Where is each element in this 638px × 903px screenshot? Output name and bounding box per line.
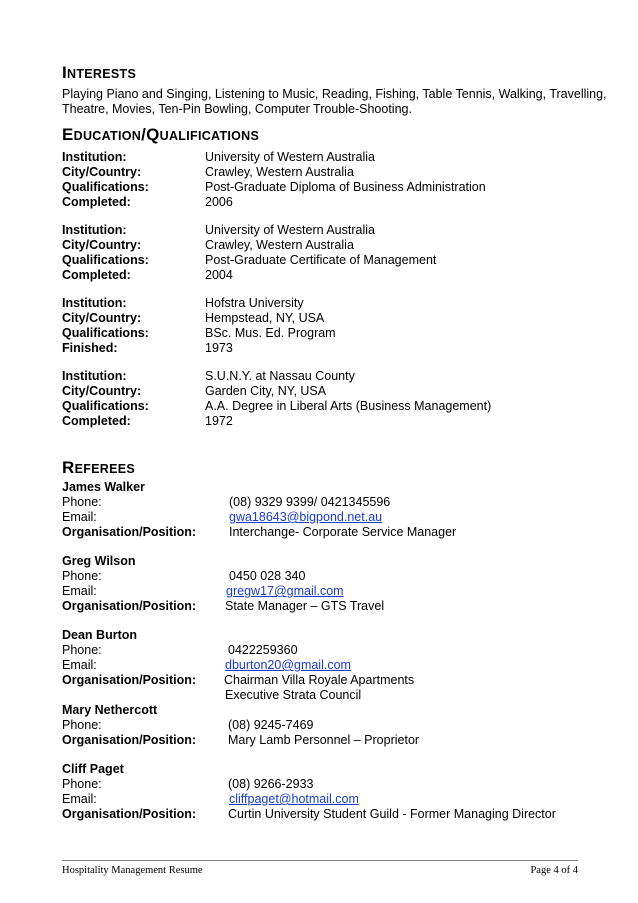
- referee-email-label: Email:: [62, 584, 97, 598]
- referee-name: Cliff Paget: [62, 762, 124, 776]
- referee-org-label: Organisation/Position:: [62, 525, 197, 539]
- referees-heading: [62, 458, 135, 478]
- referee-org-label: Organisation/Position:: [62, 733, 197, 747]
- edu-label: Qualifications:: [62, 326, 149, 340]
- edu-value: 1973: [205, 341, 233, 355]
- referee-org: Curtin University Student Guild - Former Managing Director: [228, 807, 556, 821]
- edu-value: Garden City, NY, USA: [205, 384, 327, 398]
- referee-org-label: Organisation/Position:: [62, 673, 197, 687]
- edu-value: University of Western Australia: [205, 150, 375, 164]
- edu-value: BSc. Mus. Ed. Program: [205, 326, 336, 340]
- edu-value: 1972: [205, 414, 233, 428]
- education-heading-part: DUCATION: [73, 129, 142, 143]
- edu-label: Completed:: [62, 414, 131, 428]
- edu-label: City/Country:: [62, 384, 142, 398]
- education-heading-part-2: UALIFICATIONS: [159, 129, 260, 143]
- edu-label: Institution:: [62, 150, 127, 164]
- referee-email-link[interactable]: gregw17@gmail.com: [226, 584, 344, 598]
- referee-email-label: Email:: [62, 510, 97, 524]
- referee-org: Mary Lamb Personnel – Proprietor: [228, 733, 420, 747]
- referee-org-line-2: Executive Strata Council: [225, 688, 362, 702]
- edu-value: 2004: [205, 268, 233, 282]
- edu-label: Completed:: [62, 268, 131, 282]
- edu-value: Post-Graduate Diploma of Business Administration: [205, 180, 486, 194]
- education-heading: [62, 125, 259, 145]
- referee-org-label: Organisation/Position:: [62, 599, 197, 613]
- footer-divider: [62, 860, 578, 861]
- edu-value: Crawley, Western Australia: [205, 165, 354, 179]
- interests-heading-initial: I: [62, 63, 68, 82]
- referee-org: State Manager – GTS Travel: [225, 599, 385, 613]
- edu-value: A.A. Degree in Liberal Arts (Business Management): [205, 399, 492, 413]
- edu-value: Crawley, Western Australia: [205, 238, 354, 252]
- edu-value: Post-Graduate Certificate of Management: [205, 253, 437, 267]
- interests-line-2: Theatre, Movies, Ten-Pin Bowling, Computer Trouble-Shooting.: [62, 102, 412, 116]
- edu-label: Qualifications:: [62, 399, 149, 413]
- referee-name: Dean Burton: [62, 628, 137, 642]
- referee-phone: 0422259360: [228, 643, 298, 657]
- referee-org: Interchange- Corporate Service Manager: [229, 525, 457, 539]
- education-heading-initial: E: [62, 125, 74, 144]
- edu-value: University of Western Australia: [205, 223, 375, 237]
- referee-phone-label: Phone:: [62, 569, 102, 583]
- footer-page-number: Page 4 of 4: [530, 865, 578, 876]
- edu-label: Qualifications:: [62, 180, 149, 194]
- referee-email-link[interactable]: gwa18643@bigpond.net.au: [229, 510, 383, 524]
- edu-label: Qualifications:: [62, 253, 149, 267]
- referees-heading-rest: EFEREES: [74, 462, 136, 476]
- referee-email-label: Email:: [62, 792, 97, 806]
- edu-value: Hofstra University: [205, 296, 304, 310]
- referee-phone: (08) 9266-2933: [228, 777, 314, 791]
- referee-org-label: Organisation/Position:: [62, 807, 197, 821]
- referee-phone-label: Phone:: [62, 643, 102, 657]
- edu-label: Institution:: [62, 296, 127, 310]
- referee-email-label: Email:: [62, 658, 97, 672]
- interests-line-1: Playing Piano and Singing, Listening to Music, Reading, Fishing, Table Tennis, Walking, Travelling,: [62, 87, 607, 101]
- referee-name: Greg Wilson: [62, 554, 136, 568]
- referee-name: James Walker: [62, 480, 145, 494]
- edu-value: 2006: [205, 195, 233, 209]
- edu-label: Finished:: [62, 341, 118, 355]
- referee-phone: (08) 9329 9399/ 0421345596: [229, 495, 391, 509]
- referee-email-link[interactable]: cliffpaget@hotmail.com: [229, 792, 359, 806]
- referee-phone-label: Phone:: [62, 495, 102, 509]
- interests-heading-rest: NTERESTS: [67, 67, 137, 81]
- education-heading-slash: /: [141, 125, 147, 144]
- edu-value: Hempstead, NY, USA: [205, 311, 325, 325]
- referee-email-link[interactable]: dburton20@gmail.com: [225, 658, 351, 672]
- interests-heading: [62, 63, 136, 83]
- edu-label: City/Country:: [62, 165, 142, 179]
- referee-phone-label: Phone:: [62, 718, 102, 732]
- edu-label: Institution:: [62, 223, 127, 237]
- referee-name: Mary Nethercott: [62, 703, 158, 717]
- referee-org: Chairman Villa Royale Apartments: [224, 673, 415, 687]
- edu-label: City/Country:: [62, 311, 142, 325]
- edu-value: S.U.N.Y. at Nassau County: [205, 369, 355, 383]
- education-heading-initial-q: Q: [146, 125, 160, 144]
- referees-heading-initial: R: [62, 458, 75, 477]
- referee-phone-label: Phone:: [62, 777, 102, 791]
- edu-label: Institution:: [62, 369, 127, 383]
- edu-label: Completed:: [62, 195, 131, 209]
- referee-phone: 0450 028 340: [229, 569, 306, 583]
- edu-label: City/Country:: [62, 238, 142, 252]
- referee-phone: (08) 9245-7469: [228, 718, 314, 732]
- footer-title: Hospitality Management Resume: [62, 865, 203, 876]
